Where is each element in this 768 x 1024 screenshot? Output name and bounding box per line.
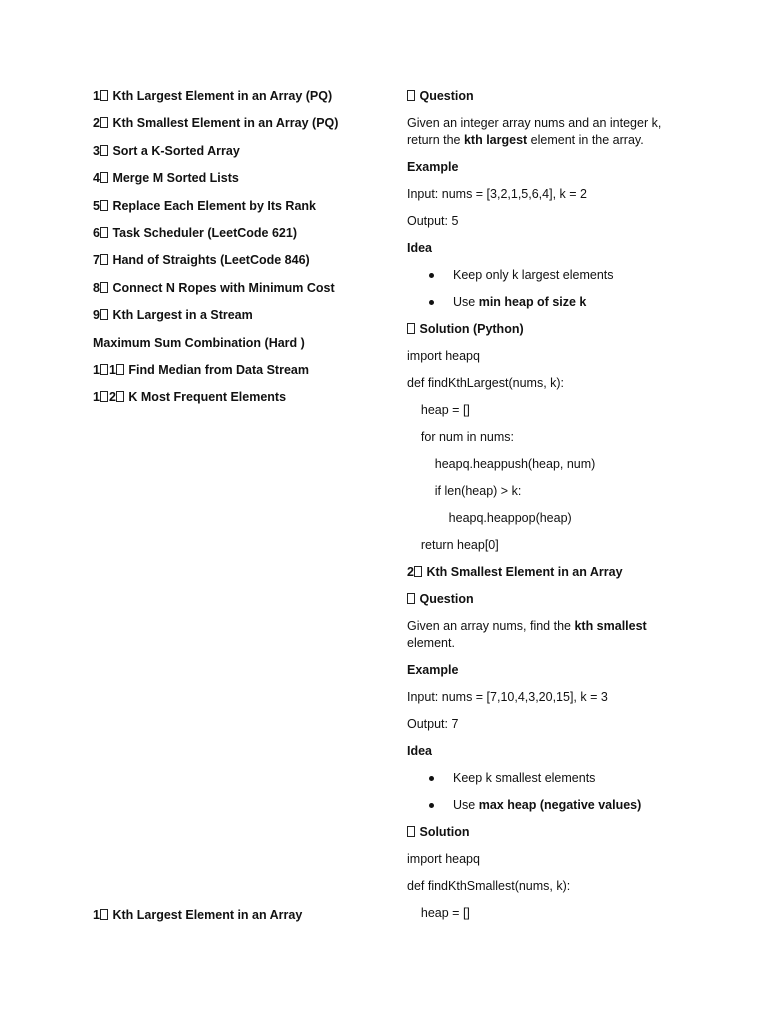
keycap-glyph-icon: [100, 90, 108, 101]
keycap-glyph-icon: [100, 909, 108, 920]
topic-item-11: 1 1 Find Median from Data Stream: [93, 362, 309, 377]
code-line: for num in nums:: [407, 430, 514, 444]
example-heading: Example: [407, 663, 459, 677]
solution-heading: Solution: [407, 824, 687, 841]
keycap-glyph-icon: [100, 254, 108, 265]
topic-item-12: 1 2 K Most Frequent Elements: [93, 390, 287, 405]
idea-bullet-2: Use min heap of size k: [407, 294, 687, 311]
solution-icon: [407, 826, 415, 837]
topic-item-5: 5 Replace Each Element by Its Rank: [93, 198, 316, 213]
code-line: heap = []: [407, 403, 470, 417]
question-heading: Question: [407, 591, 687, 608]
code-line: heap = []: [407, 906, 470, 920]
topic-item-7: 7 Hand of Straights (LeetCode 846): [93, 253, 310, 268]
code-line: def findKthSmallest(nums, k):: [407, 879, 571, 893]
example-heading: Example: [407, 160, 459, 174]
keycap-glyph-icon: [100, 172, 108, 183]
keycap-glyph-icon: [116, 364, 124, 375]
example-input: Input: nums = [7,10,4,3,20,15], k = 3: [407, 690, 608, 704]
keycap-glyph-icon: [100, 117, 108, 128]
question-text: Given an integer array nums and an integer k, return the kth largest element in the array.: [407, 116, 662, 147]
keycap-glyph-icon: [414, 566, 422, 577]
question-text: Given an array nums, find the kth smallest element.: [407, 619, 647, 650]
section-2-title: 2 Kth Smallest Element in an Array: [407, 565, 623, 579]
code-line: return heap[0]: [407, 538, 499, 552]
keycap-glyph-icon: [100, 364, 108, 375]
solution-icon: [407, 323, 415, 334]
topic-item-8: 8 Connect N Ropes with Minimum Cost: [93, 280, 335, 295]
example-input: Input: nums = [3,2,1,5,6,4], k = 2: [407, 187, 587, 201]
code-line: import heapq: [407, 349, 480, 363]
example-output: Output: 5: [407, 214, 459, 228]
bottom-topic-item: 1 Kth Largest Element in an Array: [93, 908, 303, 922]
topic-item-1: 1 Kth Largest Element in an Array (PQ): [93, 89, 333, 103]
idea-heading: Idea: [407, 744, 433, 758]
question-heading: Question: [407, 88, 687, 105]
keycap-glyph-icon: [100, 145, 108, 156]
keycap-glyph-icon: [116, 391, 124, 402]
question-icon: [407, 90, 415, 101]
keycap-glyph-icon: [100, 227, 108, 238]
keycap-glyph-icon: [100, 391, 108, 402]
keycap-glyph-icon: [100, 282, 108, 293]
idea-bullet-1: Keep only k largest elements: [407, 267, 687, 284]
code-line: if len(heap) > k:: [407, 484, 522, 498]
idea-heading: Idea: [407, 241, 433, 255]
topic-item-3: 3 Sort a K-Sorted Array: [93, 143, 240, 158]
content-column: [407, 88, 687, 922]
topic-item-9: 9 Kth Largest in a Stream: [93, 308, 253, 323]
topic-list: [93, 88, 383, 417]
idea-bullet-1: Keep k smallest elements: [407, 770, 687, 787]
keycap-glyph-icon: [100, 309, 108, 320]
code-line: def findKthLargest(nums, k):: [407, 376, 565, 390]
keycap-glyph-icon: [100, 200, 108, 211]
topic-item-2: 2 Kth Smallest Element in an Array (PQ): [93, 116, 339, 131]
topic-item-6: 6 Task Scheduler (LeetCode 621): [93, 225, 297, 240]
topic-item-10: Maximum Sum Combination (Hard ): [93, 335, 305, 350]
topic-item-4: 4 Merge M Sorted Lists: [93, 171, 239, 186]
code-line: heapq.heappush(heap, num): [407, 457, 596, 471]
example-output: Output: 7: [407, 717, 459, 731]
idea-bullet-2: Use max heap (negative values): [407, 797, 687, 814]
question-icon: [407, 593, 415, 604]
code-line: import heapq: [407, 852, 480, 866]
code-line: heapq.heappop(heap): [407, 511, 572, 525]
solution-heading: Solution (Python): [407, 321, 687, 338]
